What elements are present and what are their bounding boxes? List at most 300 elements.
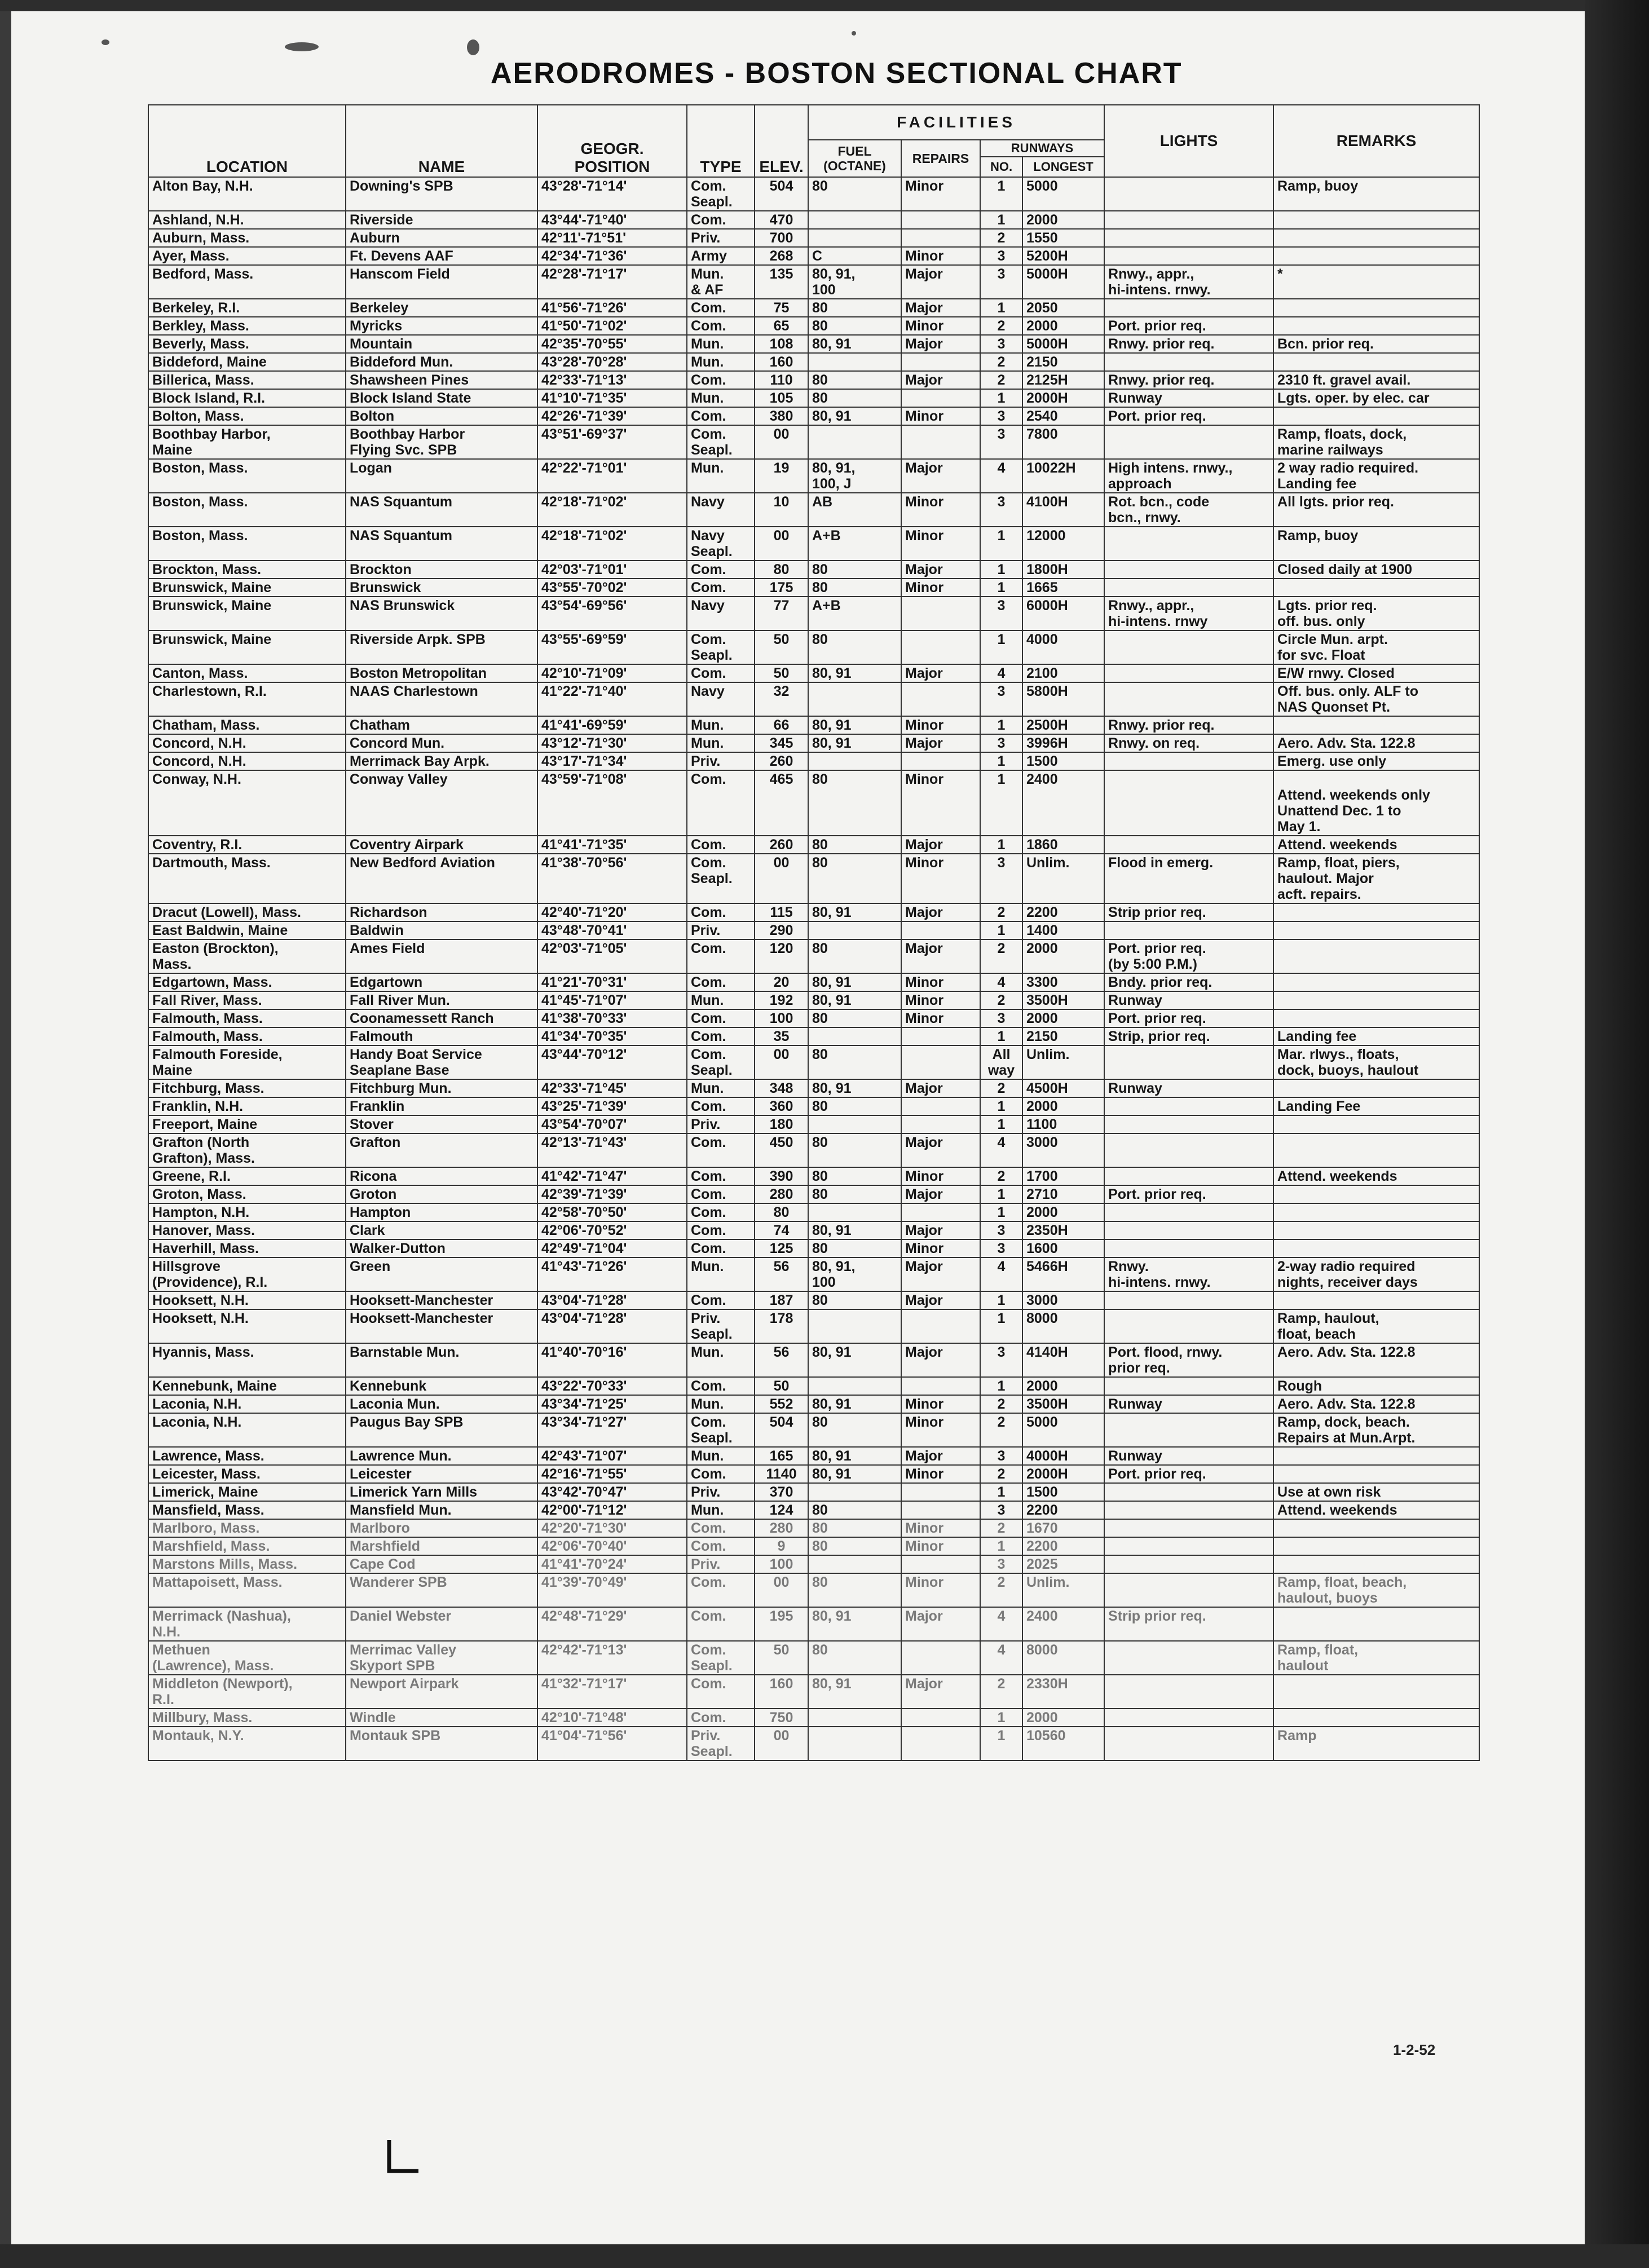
cell-fuel: 80 — [808, 939, 901, 973]
cell-no: 1 — [980, 211, 1022, 229]
cell-fuel: 80, 91 — [808, 716, 901, 734]
cell-fuel — [808, 1027, 901, 1045]
table-row — [148, 1045, 1479, 1079]
cell-name: Daniel Webster — [346, 1607, 537, 1641]
cell-location: Marshfield, Mass. — [148, 1537, 346, 1555]
cell-location: Merrimack (Nashua), N.H. — [148, 1607, 346, 1641]
cell-name: Boston Metropolitan — [346, 664, 537, 682]
cell-fuel: 80 — [808, 630, 901, 664]
cell-rep: Major — [901, 335, 980, 353]
table-row — [148, 939, 1479, 973]
cell-location: Hanover, Mass. — [148, 1221, 346, 1239]
cell-elev: 465 — [755, 770, 808, 836]
cell-lt — [1104, 1221, 1273, 1239]
cell-lt: Rnwy. prior req. — [1104, 335, 1273, 353]
cell-no: 3 — [980, 1239, 1022, 1257]
cell-elev: 80 — [755, 561, 808, 579]
cell-long: 4140H — [1022, 1343, 1104, 1377]
cell-elev: 380 — [755, 407, 808, 425]
cell-location: Berkley, Mass. — [148, 317, 346, 335]
cell-location: Mansfield, Mass. — [148, 1501, 346, 1519]
cell-type: Com. Seapl. — [687, 630, 755, 664]
cell-long: 1700 — [1022, 1167, 1104, 1185]
cell-name: Biddeford Mun. — [346, 353, 537, 371]
cell-type: Com. — [687, 836, 755, 854]
cell-location: Boothbay Harbor, Maine — [148, 425, 346, 459]
scan-top-edge — [0, 0, 1649, 11]
cell-elev: 160 — [755, 353, 808, 371]
header-fuel: FUEL (OCTANE) — [808, 140, 901, 177]
cell-geo: 43°28'-71°14' — [537, 177, 687, 211]
cell-rem: Circle Mun. arpt. for svc. Float — [1273, 630, 1479, 664]
cell-no: 3 — [980, 1447, 1022, 1465]
cell-rem: Aero. Adv. Sta. 122.8 — [1273, 1395, 1479, 1413]
cell-geo: 42°33'-71°13' — [537, 371, 687, 389]
cell-name: Shawsheen Pines — [346, 371, 537, 389]
cell-type: Com. — [687, 1167, 755, 1185]
cell-fuel: 80, 91 — [808, 1395, 901, 1413]
cell-lt: Rnwy., appr., hi-intens. rnwy. — [1104, 265, 1273, 299]
cell-location: Laconia, N.H. — [148, 1395, 346, 1413]
cell-rep — [901, 1555, 980, 1573]
cell-lt — [1104, 247, 1273, 265]
cell-long: 2000 — [1022, 1009, 1104, 1027]
cell-geo: 43°25'-71°39' — [537, 1097, 687, 1115]
cell-fuel: 80 — [808, 1167, 901, 1185]
cell-name: Brockton — [346, 561, 537, 579]
cell-rem — [1273, 1447, 1479, 1465]
cell-no: 2 — [980, 1079, 1022, 1097]
cell-rem: Off. bus. only. ALF to NAS Quonset Pt. — [1273, 682, 1479, 716]
table-row — [148, 1675, 1479, 1709]
cell-no: 1 — [980, 1727, 1022, 1760]
cell-name: Mountain — [346, 335, 537, 353]
cell-location: Ayer, Mass. — [148, 247, 346, 265]
cell-geo: 43°28'-70°28' — [537, 353, 687, 371]
cell-rem: Lgts. oper. by elec. car — [1273, 389, 1479, 407]
cell-type: Mun. — [687, 1395, 755, 1413]
cell-long: 5000 — [1022, 1413, 1104, 1447]
cell-long: 2000 — [1022, 1203, 1104, 1221]
table-row — [148, 1465, 1479, 1483]
cell-elev: 77 — [755, 597, 808, 630]
cell-elev: 187 — [755, 1291, 808, 1309]
cell-no: 2 — [980, 353, 1022, 371]
cell-rep — [901, 597, 980, 630]
cell-lt — [1104, 770, 1273, 836]
cell-elev: 552 — [755, 1395, 808, 1413]
cell-fuel: 80 — [808, 177, 901, 211]
cell-type: Priv. — [687, 752, 755, 770]
cell-lt — [1104, 1097, 1273, 1115]
table-body — [148, 177, 1479, 1760]
cell-name: Edgartown — [346, 973, 537, 991]
cell-name: Auburn — [346, 229, 537, 247]
cell-geo: 42°58'-70°50' — [537, 1203, 687, 1221]
cell-no: 1 — [980, 1377, 1022, 1395]
cell-rem: Ramp, buoy — [1273, 177, 1479, 211]
cell-elev: 175 — [755, 579, 808, 597]
cell-rep — [901, 1709, 980, 1727]
cell-location: Canton, Mass. — [148, 664, 346, 682]
cell-rep — [901, 1641, 980, 1675]
cell-rep: Minor — [901, 1413, 980, 1447]
cell-name: Laconia Mun. — [346, 1395, 537, 1413]
cell-type: Mun. — [687, 1079, 755, 1097]
cell-name: New Bedford Aviation — [346, 854, 537, 903]
cell-location: Hooksett, N.H. — [148, 1291, 346, 1309]
table-row — [148, 317, 1479, 335]
cell-lt: Port. prior req. (by 5:00 P.M.) — [1104, 939, 1273, 973]
cell-no: 1 — [980, 579, 1022, 597]
header-facilities: FACILITIES — [808, 105, 1104, 140]
header-runway-no: NO. — [980, 157, 1022, 177]
cell-type: Com. — [687, 973, 755, 991]
cell-rem: Ramp, dock, beach. Repairs at Mun.Arpt. — [1273, 1413, 1479, 1447]
table-row — [148, 682, 1479, 716]
cell-long: 2200 — [1022, 1501, 1104, 1519]
cell-rep — [901, 389, 980, 407]
cell-fuel: 80, 91 — [808, 973, 901, 991]
cell-fuel: 80 — [808, 299, 901, 317]
cell-elev: 125 — [755, 1239, 808, 1257]
cell-rep: Major — [901, 1079, 980, 1097]
table-row — [148, 1395, 1479, 1413]
cell-fuel: 80 — [808, 561, 901, 579]
cell-name: NAS Squantum — [346, 493, 537, 527]
cell-geo: 42°10'-71°09' — [537, 664, 687, 682]
cell-rep: Minor — [901, 493, 980, 527]
cell-location: Conway, N.H. — [148, 770, 346, 836]
table-row — [148, 1009, 1479, 1027]
cell-no: 2 — [980, 1465, 1022, 1483]
cell-elev: 280 — [755, 1519, 808, 1537]
cell-long: 6000H — [1022, 597, 1104, 630]
cell-elev: 115 — [755, 903, 808, 921]
cell-fuel: 80, 91, 100, J — [808, 459, 901, 493]
cell-lt — [1104, 1675, 1273, 1709]
cell-rem — [1273, 1115, 1479, 1133]
cell-location: Berkeley, R.I. — [148, 299, 346, 317]
cell-long: 4000 — [1022, 630, 1104, 664]
cell-fuel — [808, 752, 901, 770]
cell-fuel: AB — [808, 493, 901, 527]
scan-bottom-edge — [0, 2244, 1649, 2268]
cell-no: 3 — [980, 597, 1022, 630]
cell-rem — [1273, 939, 1479, 973]
cell-type: Navy — [687, 682, 755, 716]
cell-name: Logan — [346, 459, 537, 493]
cell-no: 4 — [980, 459, 1022, 493]
cell-rep: Major — [901, 1133, 980, 1167]
cell-geo: 43°17'-71°34' — [537, 752, 687, 770]
cell-type: Mun. — [687, 353, 755, 371]
cell-rep: Minor — [901, 1537, 980, 1555]
scan-right-edge — [1585, 0, 1649, 2268]
table-row — [148, 752, 1479, 770]
cell-lt — [1104, 1573, 1273, 1607]
cell-rem: * — [1273, 265, 1479, 299]
cell-rep — [901, 229, 980, 247]
cell-geo: 41°38'-70°33' — [537, 1009, 687, 1027]
table-row — [148, 1185, 1479, 1203]
cell-name: Cape Cod — [346, 1555, 537, 1573]
cell-type: Priv. — [687, 1115, 755, 1133]
cell-location: Brunswick, Maine — [148, 630, 346, 664]
cell-rem — [1273, 317, 1479, 335]
cell-elev: 50 — [755, 664, 808, 682]
cell-fuel: 80, 91 — [808, 1079, 901, 1097]
cell-rem: Landing fee — [1273, 1027, 1479, 1045]
cell-name: Barnstable Mun. — [346, 1343, 537, 1377]
cell-rem: Ramp, float, piers, haulout. Major acft. repairs. — [1273, 854, 1479, 903]
cell-type: Com. — [687, 939, 755, 973]
cell-lt — [1104, 1045, 1273, 1079]
cell-no: 1 — [980, 836, 1022, 854]
cell-rep — [901, 1097, 980, 1115]
cell-location: Hampton, N.H. — [148, 1203, 346, 1221]
header-repairs: REPAIRS — [901, 140, 980, 177]
cell-geo: 43°54'-69°56' — [537, 597, 687, 630]
cell-elev: 124 — [755, 1501, 808, 1519]
cell-location: Leicester, Mass. — [148, 1465, 346, 1483]
cell-location: Groton, Mass. — [148, 1185, 346, 1203]
cell-location: Limerick, Maine — [148, 1483, 346, 1501]
cell-no: 2 — [980, 317, 1022, 335]
cell-fuel — [808, 1709, 901, 1727]
cell-no: 1 — [980, 1203, 1022, 1221]
cell-name: Boothbay Harbor Flying Svc. SPB — [346, 425, 537, 459]
cell-location: Ashland, N.H. — [148, 211, 346, 229]
cell-geo: 41°41'-69°59' — [537, 716, 687, 734]
cell-no: 1 — [980, 527, 1022, 561]
cell-type: Priv. — [687, 1555, 755, 1573]
cell-long: 2000 — [1022, 211, 1104, 229]
cell-long: 2500H — [1022, 716, 1104, 734]
cell-name: Leicester — [346, 1465, 537, 1483]
cell-geo: 42°11'-71°51' — [537, 229, 687, 247]
cell-type: Mun. — [687, 459, 755, 493]
table-row — [148, 407, 1479, 425]
aerodromes-table — [148, 104, 1480, 1761]
cell-rep: Major — [901, 561, 980, 579]
cell-type: Mun. — [687, 1343, 755, 1377]
cell-long: 1100 — [1022, 1115, 1104, 1133]
cell-no: 3 — [980, 425, 1022, 459]
cell-long: 2000 — [1022, 317, 1104, 335]
cell-name: Hanscom Field — [346, 265, 537, 299]
table-row — [148, 836, 1479, 854]
cell-fuel — [808, 1115, 901, 1133]
table-row — [148, 854, 1479, 903]
cell-name: Lawrence Mun. — [346, 1447, 537, 1465]
table-row — [148, 1343, 1479, 1377]
cell-type: Mun. & AF — [687, 265, 755, 299]
cell-name: Grafton — [346, 1133, 537, 1167]
cell-long: 2000 — [1022, 1377, 1104, 1395]
cell-long: Unlim. — [1022, 1045, 1104, 1079]
cell-name: NAAS Charlestown — [346, 682, 537, 716]
cell-rep: Major — [901, 1257, 980, 1291]
table-row — [148, 1537, 1479, 1555]
cell-type: Com. Seapl. — [687, 177, 755, 211]
table-row — [148, 335, 1479, 353]
cell-rem: Ramp, float, haulout — [1273, 1641, 1479, 1675]
cell-rem: E/W rnwy. Closed — [1273, 664, 1479, 682]
cell-long: 8000 — [1022, 1641, 1104, 1675]
cell-no: 1 — [980, 630, 1022, 664]
cell-lt — [1104, 1115, 1273, 1133]
cell-geo: 41°41'-71°35' — [537, 836, 687, 854]
cell-no: 1 — [980, 1709, 1022, 1727]
cell-fuel — [808, 211, 901, 229]
cell-rep: Major — [901, 1221, 980, 1239]
cell-geo: 41°50'-71°02' — [537, 317, 687, 335]
cell-rep: Minor — [901, 1519, 980, 1537]
cell-long: 1665 — [1022, 579, 1104, 597]
cell-no: 2 — [980, 1167, 1022, 1185]
cell-long: 7800 — [1022, 425, 1104, 459]
cell-long: 2330H — [1022, 1675, 1104, 1709]
cell-elev: 370 — [755, 1483, 808, 1501]
cell-rem: 2310 ft. gravel avail. — [1273, 371, 1479, 389]
cell-rem — [1273, 1133, 1479, 1167]
cell-rep: Minor — [901, 579, 980, 597]
table-row — [148, 921, 1479, 939]
cell-elev: 345 — [755, 734, 808, 752]
cell-no: 1 — [980, 1483, 1022, 1501]
cell-elev: 180 — [755, 1115, 808, 1133]
cell-rep: Minor — [901, 973, 980, 991]
cell-long: 1600 — [1022, 1239, 1104, 1257]
cell-elev: 74 — [755, 1221, 808, 1239]
cell-type: Mun. — [687, 716, 755, 734]
cell-fuel — [808, 1555, 901, 1573]
cell-long: 5800H — [1022, 682, 1104, 716]
cell-fuel: 80 — [808, 1641, 901, 1675]
cell-rep: Major — [901, 1607, 980, 1641]
cell-fuel: 80 — [808, 579, 901, 597]
cell-elev: 750 — [755, 1709, 808, 1727]
cell-name: NAS Brunswick — [346, 597, 537, 630]
cell-location: East Baldwin, Maine — [148, 921, 346, 939]
cell-geo: 43°04'-71°28' — [537, 1309, 687, 1343]
header-geogr-position: GEOGR. POSITION — [537, 105, 687, 177]
cell-fuel: 80 — [808, 1413, 901, 1447]
cell-long: 10022H — [1022, 459, 1104, 493]
cell-rem: Attend. weekends — [1273, 836, 1479, 854]
cell-name: Hampton — [346, 1203, 537, 1221]
cell-long: 2050 — [1022, 299, 1104, 317]
cell-fuel: 80 — [808, 1097, 901, 1115]
table-row — [148, 1709, 1479, 1727]
cell-location: Fitchburg, Mass. — [148, 1079, 346, 1097]
cell-no: 1 — [980, 921, 1022, 939]
cell-geo: 41°38'-70°56' — [537, 854, 687, 903]
cell-type: Com. Seapl. — [687, 854, 755, 903]
cell-location: Boston, Mass. — [148, 459, 346, 493]
cell-lt: Rnwy., appr., hi-intens. rnwy — [1104, 597, 1273, 630]
cell-location: Coventry, R.I. — [148, 836, 346, 854]
cell-location: Biddeford, Maine — [148, 353, 346, 371]
cell-long: 2025 — [1022, 1555, 1104, 1573]
cell-name: Mansfield Mun. — [346, 1501, 537, 1519]
cell-lt: Strip, prior req. — [1104, 1027, 1273, 1045]
cell-type: Com. — [687, 1027, 755, 1045]
cell-name: Coonamessett Ranch — [346, 1009, 537, 1027]
cell-fuel: 80, 91 — [808, 734, 901, 752]
cell-no: 2 — [980, 1573, 1022, 1607]
cell-geo: 42°34'-71°36' — [537, 247, 687, 265]
cell-rep: Minor — [901, 247, 980, 265]
table-row — [148, 425, 1479, 459]
cell-type: Com. — [687, 579, 755, 597]
cell-lt — [1104, 1727, 1273, 1760]
table-row — [148, 265, 1479, 299]
cell-fuel — [808, 1483, 901, 1501]
cell-long: 4100H — [1022, 493, 1104, 527]
cell-rep: Minor — [901, 1167, 980, 1185]
cell-elev: 165 — [755, 1447, 808, 1465]
cell-no: 1 — [980, 1309, 1022, 1343]
cell-geo: 42°49'-71°04' — [537, 1239, 687, 1257]
cell-geo: 41°43'-71°26' — [537, 1257, 687, 1291]
cell-elev: 00 — [755, 854, 808, 903]
cell-fuel: C — [808, 247, 901, 265]
cell-location: Laconia, N.H. — [148, 1413, 346, 1447]
cell-rem — [1273, 1079, 1479, 1097]
cell-location: Dartmouth, Mass. — [148, 854, 346, 903]
cell-lt: Port. prior req. — [1104, 1185, 1273, 1203]
cell-location: Brunswick, Maine — [148, 579, 346, 597]
cell-name: Clark — [346, 1221, 537, 1239]
cell-location: Falmouth, Mass. — [148, 1027, 346, 1045]
cell-no: 1 — [980, 561, 1022, 579]
cell-lt — [1104, 527, 1273, 561]
cell-elev: 10 — [755, 493, 808, 527]
scan-speck — [467, 39, 479, 55]
cell-type: Com. — [687, 407, 755, 425]
table-row — [148, 247, 1479, 265]
cell-long: 3000 — [1022, 1133, 1104, 1167]
cell-no: 1 — [980, 1027, 1022, 1045]
cell-location: Concord, N.H. — [148, 734, 346, 752]
cell-fuel: 80, 91 — [808, 1447, 901, 1465]
cell-fuel: 80 — [808, 1185, 901, 1203]
table-row — [148, 579, 1479, 597]
cell-geo: 43°55'-69°59' — [537, 630, 687, 664]
cell-geo: 43°04'-71°28' — [537, 1291, 687, 1309]
cell-lt: Port. flood, rnwy. prior req. — [1104, 1343, 1273, 1377]
cell-name: Bolton — [346, 407, 537, 425]
cell-fuel: 80, 91 — [808, 407, 901, 425]
cell-name: Merrimac Valley Skyport SPB — [346, 1641, 537, 1675]
cell-rem: Lgts. prior req. off. bus. only — [1273, 597, 1479, 630]
cell-type: Mun. — [687, 734, 755, 752]
cell-name: Merrimack Bay Arpk. — [346, 752, 537, 770]
cell-fuel: 80 — [808, 836, 901, 854]
cell-lt: Port. prior req. — [1104, 317, 1273, 335]
cell-elev: 450 — [755, 1133, 808, 1167]
table-row — [148, 973, 1479, 991]
cell-no: 4 — [980, 1641, 1022, 1675]
cell-location: Marlboro, Mass. — [148, 1519, 346, 1537]
cell-fuel: 80 — [808, 770, 901, 836]
cell-rem: Mar. rlwys., floats, dock, buoys, haulout — [1273, 1045, 1479, 1079]
cell-rep: Major — [901, 1447, 980, 1465]
cell-name: Ft. Devens AAF — [346, 247, 537, 265]
cell-geo: 42°03'-71°05' — [537, 939, 687, 973]
